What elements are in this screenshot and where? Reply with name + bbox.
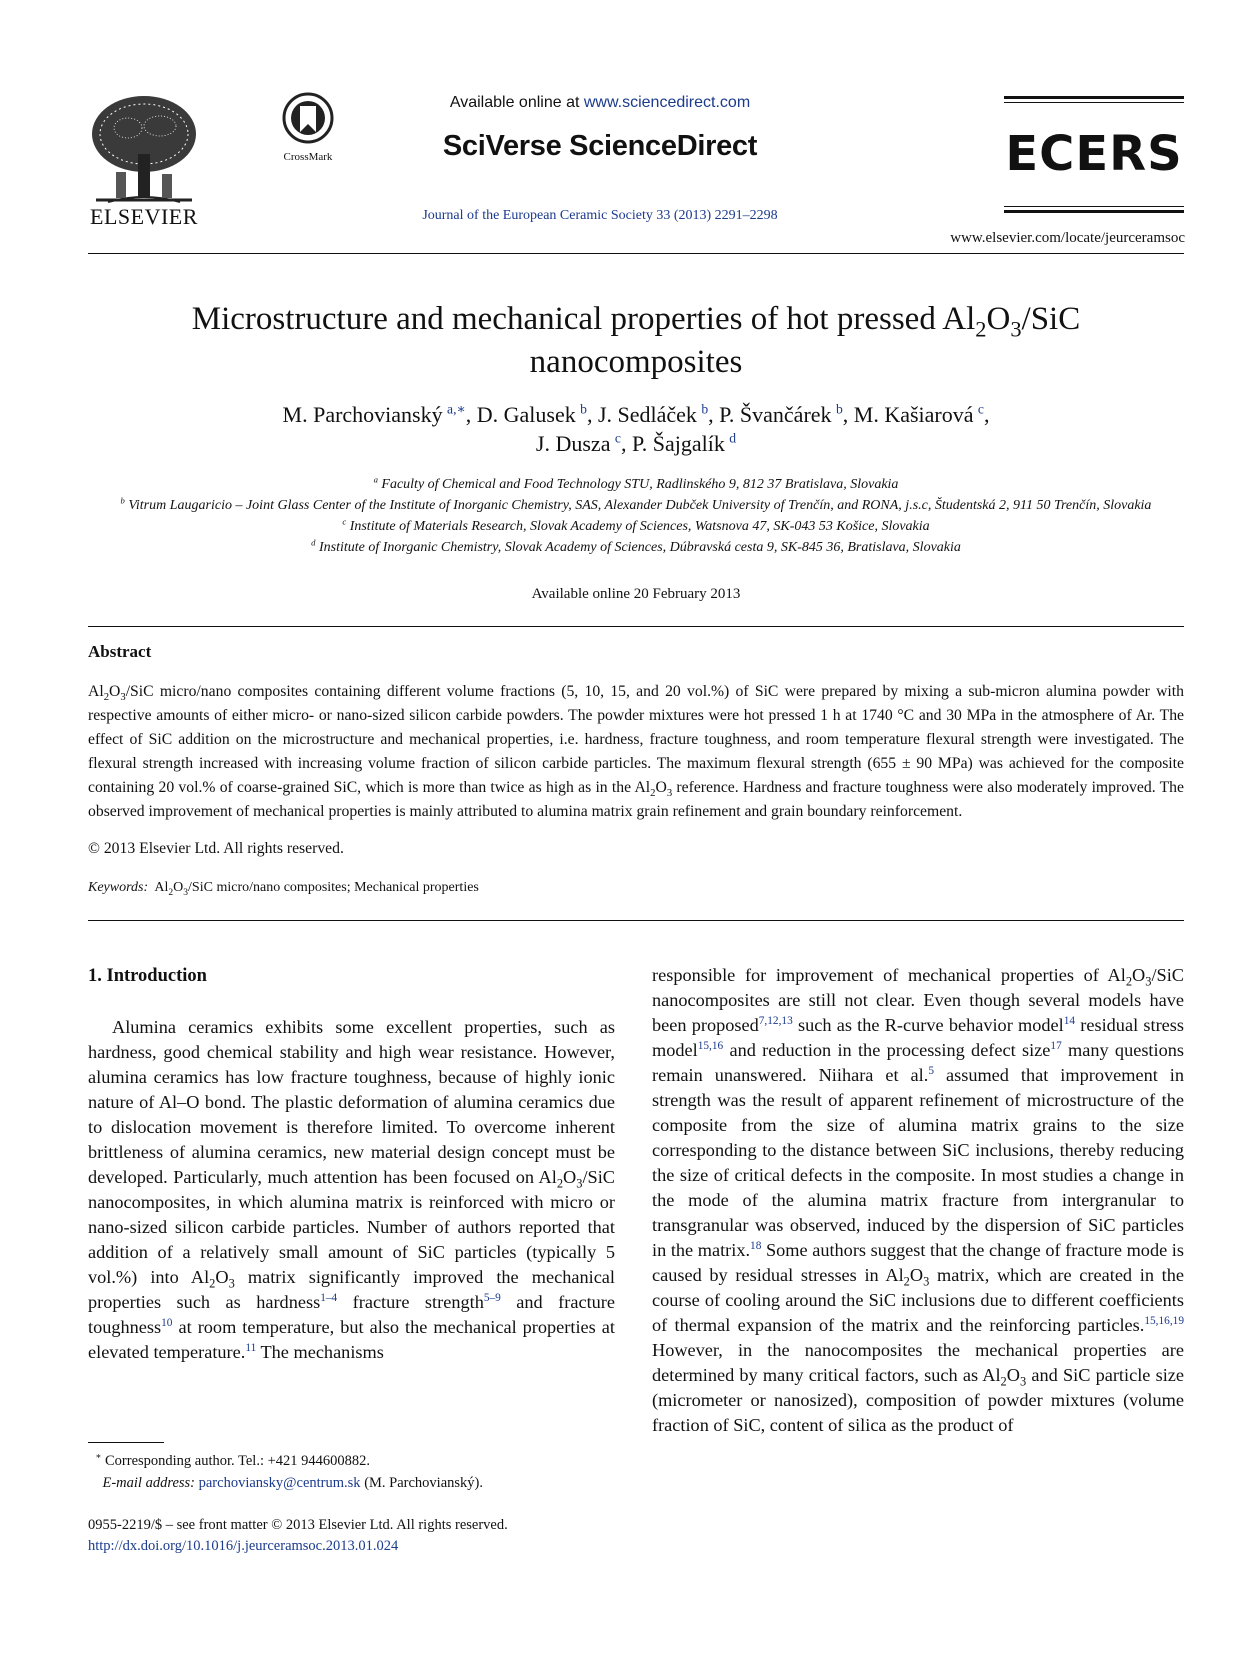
footnote-line bbox=[88, 1472, 648, 1494]
affiliation-item bbox=[88, 516, 1184, 537]
affiliation-mark: c bbox=[342, 516, 347, 527]
chem-subscript: 3 bbox=[1145, 974, 1152, 989]
author-name: P. Šajgalík bbox=[631, 431, 725, 456]
text-segment: /SiC nanocomposites are still not clear. Even though several models have been proposed bbox=[652, 965, 1184, 1035]
paragraph bbox=[88, 1015, 615, 1365]
chem-subscript: 2 bbox=[168, 887, 174, 898]
front-matter bbox=[88, 1515, 688, 1557]
footnote-text: Corresponding author. Tel.: +421 944600882. bbox=[101, 1453, 371, 1469]
chem-text: O bbox=[1006, 1365, 1020, 1385]
author-separator: , bbox=[983, 402, 990, 427]
affiliation-mark: d bbox=[311, 537, 316, 548]
text-segment: and fracture toughness bbox=[88, 1292, 615, 1337]
author-name: J. Dusza bbox=[535, 431, 611, 456]
crossmark-badge[interactable] bbox=[272, 92, 344, 163]
affiliations bbox=[88, 474, 1184, 558]
title-text: Microstructure and mechanical properties of hot pressed Al bbox=[191, 301, 976, 337]
reference-link[interactable]: 18 bbox=[750, 1239, 762, 1252]
author-separator: , bbox=[708, 402, 720, 427]
logo-rule bbox=[1004, 96, 1184, 99]
chem-text: O bbox=[1132, 965, 1146, 985]
author-name: M. Kašiarová bbox=[853, 402, 974, 427]
affiliation-link[interactable]: c bbox=[977, 401, 984, 417]
chem-text: Al bbox=[154, 880, 169, 895]
chem-text: O bbox=[909, 1265, 924, 1285]
keywords-text: /SiC micro/nano composites; Mechanical properties bbox=[188, 880, 479, 895]
reference-link[interactable]: 17 bbox=[1050, 1039, 1062, 1052]
email-link[interactable]: parchoviansky@centrum.sk bbox=[198, 1475, 361, 1491]
chem-text: O bbox=[655, 779, 667, 796]
text-segment: matrix significantly improved the mechanical properties such as hardness bbox=[88, 1267, 615, 1312]
sciencedirect-link[interactable]: www.sciencedirect.com bbox=[583, 94, 751, 111]
chem-subscript: 3 bbox=[228, 1276, 235, 1291]
author bbox=[854, 402, 990, 427]
author bbox=[632, 431, 736, 456]
text-segment: However, in the nanocomposites the mechanical properties are determined by many critical factors, such as Al bbox=[652, 1340, 1184, 1385]
author-name: J. Sedláček bbox=[597, 402, 697, 427]
crossmark-icon bbox=[282, 92, 334, 144]
chem-subscript: 2 bbox=[103, 691, 110, 704]
author-separator: , bbox=[586, 402, 598, 427]
text-segment: and SiC particle size (micrometer or nanosized), composition of powder mixtures (volume fraction of SiC, content of silica as the product of bbox=[652, 1365, 1184, 1435]
affiliation-text: Faculty of Chemical and Food Technology STU, Radlinského 9, 812 37 Bratislava, Slovakia bbox=[381, 477, 899, 492]
footnote-mark: ∗ bbox=[95, 1451, 102, 1462]
crossmark-label: CrossMark bbox=[283, 151, 333, 163]
abstract-heading: Abstract bbox=[88, 642, 152, 661]
chem-subscript: 2 bbox=[903, 1274, 910, 1289]
title-text: nanocomposites bbox=[529, 344, 743, 380]
affiliation-link[interactable]: a,∗ bbox=[447, 401, 466, 417]
title-text: /SiC bbox=[1021, 301, 1081, 337]
text-segment: /SiC nanocomposites, in which alumina matrix is reinforced with micro or nano-sized silicon carbide particles. Number of authors reported that addition of a relatively small amount of SiC particles (typically 5 vol.%) into Al bbox=[88, 1167, 615, 1287]
affiliation-link[interactable]: c bbox=[614, 430, 621, 446]
issn-line: 0955-2219/$ – see front matter © 2013 Elsevier Ltd. All rights reserved. bbox=[88, 1517, 508, 1533]
reference-link[interactable]: 14 bbox=[1063, 1014, 1076, 1027]
affiliation-text: Institute of Materials Research, Slovak Academy of Sciences, Watsnova 47, SK-043 53 Košice, Slovakia bbox=[349, 519, 930, 534]
doi-link[interactable]: http://dx.doi.org/10.1016/j.jeurceramsoc.2013.01.024 bbox=[88, 1538, 399, 1554]
abstract-segment: /SiC micro/nano composites containing different volume fractions (5, 10, 15, and 20 vol.%) of SiC were prepared by mixing a sub-micron alumina powder with respective amounts of either micro- or nano-sized silicon carbide powders. The powder mixtures were hot pressed 1 h at 1740 °C and 30 MPa in the atmosphere of Ar. The effect of SiC addition on the microstructure and mechanical properties, i.e. hardness, fracture toughness, and room temperature flexural strength were investigated. The flexural strength increased with increasing volume fraction of silicon carbide particles. The maximum flexural strength (655 ± 90 MPa) was achieved for the composite containing 20 vol.% of coarse-grained SiC, which is more than twice as high as in the Al bbox=[88, 683, 1184, 796]
abstract-text bbox=[88, 680, 1184, 824]
section-heading-introduction: 1. Introduction bbox=[88, 966, 207, 986]
chem-subscript: 2 bbox=[1000, 1374, 1007, 1389]
text-segment: Some authors suggest that the change of fracture mode is caused by residual stresses in Al bbox=[652, 1240, 1184, 1285]
title-subscript: 2 bbox=[975, 316, 987, 342]
chem-text: Al bbox=[88, 683, 104, 700]
chem-subscript: 3 bbox=[923, 1274, 930, 1289]
affiliation-item bbox=[88, 495, 1184, 516]
chem-subscript: 2 bbox=[209, 1276, 216, 1291]
abstract-bottom-rule bbox=[88, 920, 1184, 921]
text-segment: residual stress model bbox=[652, 1015, 1184, 1060]
affiliation-item bbox=[88, 474, 1184, 495]
journal-homepage-url[interactable]: www.elsevier.com/locate/jeurceramsoc bbox=[950, 230, 1185, 246]
chem-subscript: 3 bbox=[120, 691, 126, 704]
platform-name: SciVerse ScienceDirect bbox=[442, 130, 758, 162]
chem-subscript: 3 bbox=[666, 787, 673, 800]
logo-rule bbox=[1004, 210, 1184, 213]
text-segment: and reduction in the processing defect size bbox=[723, 1040, 1051, 1060]
body-column-right bbox=[652, 963, 1184, 1438]
author-name: M. Parchovianský bbox=[282, 402, 443, 427]
author-list bbox=[88, 400, 1184, 458]
chem-text: O bbox=[215, 1267, 229, 1287]
email-label: E-mail address: bbox=[102, 1475, 195, 1491]
affiliation-item bbox=[88, 537, 1184, 558]
affiliation-text: Institute of Inorganic Chemistry, Slovak Academy of Sciences, Dúbravská cesta 9, SK-845 36, Bratislava, Slovakia bbox=[318, 540, 961, 555]
chem-subscript: 2 bbox=[1125, 974, 1133, 989]
reference-link[interactable]: 5 bbox=[928, 1064, 934, 1077]
corresponding-author-footnote bbox=[88, 1450, 648, 1494]
text-segment: Alumina ceramics exhibits some excellent properties, such as hardness, good chemical stability and high wear resistance. However, alumina ceramics has low fracture toughness, because of highly ionic nature of Al–O bond. The plastic deformation of alumina ceramics due to dislocation movement is therefore limited. To overcome inherent brittleness of alumina ceramics, new material design concept must be developed. Particularly, much attention has been focused on Al bbox=[88, 1017, 615, 1187]
chem-subscript: 3 bbox=[1019, 1374, 1027, 1389]
text-segment: many questions remain unanswered. Niihara et al. bbox=[652, 1040, 1184, 1085]
text-segment: at room temperature, but also the mechanical properties at elevated temperature. bbox=[88, 1317, 615, 1362]
author-separator: , bbox=[465, 402, 477, 427]
author-separator: , bbox=[842, 402, 854, 427]
body-column-left bbox=[88, 1015, 615, 1365]
article-title bbox=[88, 298, 1184, 384]
footnote-rule bbox=[88, 1442, 164, 1443]
reference-link[interactable]: 7,12,13 bbox=[758, 1014, 793, 1027]
author-name: D. Galusek bbox=[476, 402, 576, 427]
author bbox=[719, 402, 854, 427]
chem-text: O bbox=[173, 880, 184, 895]
header-divider bbox=[88, 253, 1184, 254]
chem-subscript: 3 bbox=[183, 887, 189, 898]
text-segment: responsible for improvement of mechanical properties of Al bbox=[652, 965, 1126, 985]
keywords bbox=[88, 880, 479, 896]
reference-link[interactable]: 1–4 bbox=[320, 1291, 338, 1304]
reference-link[interactable]: 15,16,19 bbox=[1144, 1314, 1184, 1327]
paragraph bbox=[652, 963, 1184, 1438]
copyright-notice: © 2013 Elsevier Ltd. All rights reserved. bbox=[88, 840, 344, 857]
abstract-top-rule bbox=[88, 626, 1184, 627]
affiliation-link[interactable]: b bbox=[701, 401, 709, 417]
logo-rule bbox=[1004, 206, 1184, 207]
reference-link[interactable]: 15,16 bbox=[697, 1039, 724, 1052]
abstract-segment: reference. Hardness and fracture toughness were also moderately improved. The observed improvement of mechanical properties is mainly attributed to alumina matrix grain refinement and grain boundary reinforcement. bbox=[88, 779, 1184, 820]
reference-link[interactable]: 5–9 bbox=[483, 1291, 501, 1304]
affiliation-text: Vitrum Laugaricio – Joint Glass Center of the Institute of Inorganic Chemistry, SAS, Alexander Dubček University of Trenčín, and RONA, j.s.c, Študentská 2, 911 50 Trenčín, Slovakia bbox=[128, 498, 1152, 513]
text-segment: The mechanisms bbox=[256, 1342, 384, 1362]
keywords-label: Keywords: bbox=[88, 880, 149, 895]
title-subscript: 3 bbox=[1010, 316, 1022, 342]
title-text: O bbox=[986, 301, 1011, 337]
affiliation-link[interactable]: b bbox=[580, 401, 587, 417]
chem-subscript: 2 bbox=[556, 1176, 564, 1191]
author-separator: , bbox=[620, 431, 632, 456]
chem-subscript: 2 bbox=[650, 787, 656, 800]
affiliation-mark: b bbox=[120, 495, 125, 506]
affiliation-mark: a bbox=[373, 474, 378, 485]
available-online-line bbox=[400, 94, 800, 112]
logo-rule bbox=[1004, 102, 1184, 103]
chem-text: O bbox=[563, 1167, 577, 1187]
text-segment: fracture strength bbox=[337, 1292, 484, 1312]
author bbox=[477, 402, 598, 427]
author bbox=[283, 402, 477, 427]
journal-logo: ECERS bbox=[1005, 126, 1183, 182]
footnote-line bbox=[88, 1450, 648, 1472]
text-segment: matrix, which are created in the course of cooling around the SiC inclusions due to different coefficients of thermal expansion of the matrix and the reinforcing particles. bbox=[652, 1265, 1184, 1335]
chem-subscript: 3 bbox=[576, 1176, 583, 1191]
author bbox=[598, 402, 719, 427]
footnote-text: (M. Parchovianský). bbox=[360, 1475, 483, 1491]
reference-link[interactable]: 10 bbox=[161, 1316, 173, 1329]
affiliation-link[interactable]: b bbox=[835, 401, 843, 417]
author bbox=[536, 431, 632, 456]
publisher-name: ELSEVIER bbox=[90, 204, 198, 229]
affiliation-link[interactable]: d bbox=[729, 430, 737, 446]
available-online-date: Available online 20 February 2013 bbox=[531, 586, 741, 602]
text-segment: assumed that improvement in strength was the result of apparent refinement of microstructure of the composite from the size of alumina matrix grains to the size corresponding to the distance between SiC inclusions, thereby reducing the size of critical defects in the composite. In most studies a change in the mode of the alumina matrix fracture from intergranular to transgranular was observed, induced by the dispersion of SiC particles in the matrix. bbox=[652, 1065, 1184, 1260]
available-prefix: Available online at bbox=[449, 94, 584, 111]
reference-link[interactable]: 11 bbox=[245, 1341, 257, 1354]
journal-citation-link[interactable]: Journal of the European Ceramic Society 33 (2013) 2291–2298 bbox=[422, 208, 778, 223]
text-segment: such as the R-curve behavior model bbox=[792, 1015, 1064, 1035]
chem-text: O bbox=[109, 683, 121, 700]
author-name: P. Švančárek bbox=[719, 402, 832, 427]
